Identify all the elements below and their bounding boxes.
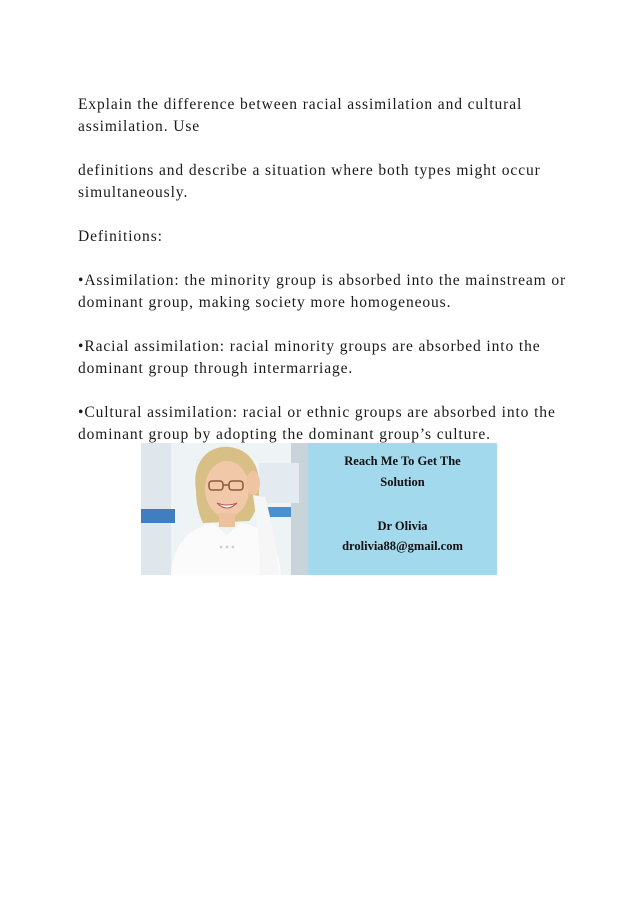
definition-assimilation: •Assimilation: the minority group is absorbed into the mainstream or dominant group, making society more homogeneous. [78,272,567,311]
definition-cultural-assimilation: •Cultural assimilation: racial or ethnic groups are absorbed into the dominant group by adopting the dominant group’s culture. [78,404,556,443]
woman-photo [141,443,308,575]
contact-email[interactable]: drolivia88@gmail.com [342,539,463,553]
definitions-heading: Definitions: [78,228,163,245]
contact-banner [141,443,497,575]
contact-name: Dr Olivia [377,519,428,533]
contact-info-box [308,443,497,575]
banner-line-2: Solution [380,475,425,489]
banner-line-1: Reach Me To Get The [344,454,461,468]
question-paragraph-1: Explain the difference between racial assimilation and cultural assimilation. Use [78,96,523,135]
document-body [78,94,578,468]
definition-racial-assimilation: •Racial assimilation: racial minority groups are absorbed into the dominant group through intermarriage. [78,338,541,377]
question-paragraph-2: definitions and describe a situation where both types might occur simultaneously. [78,162,541,201]
